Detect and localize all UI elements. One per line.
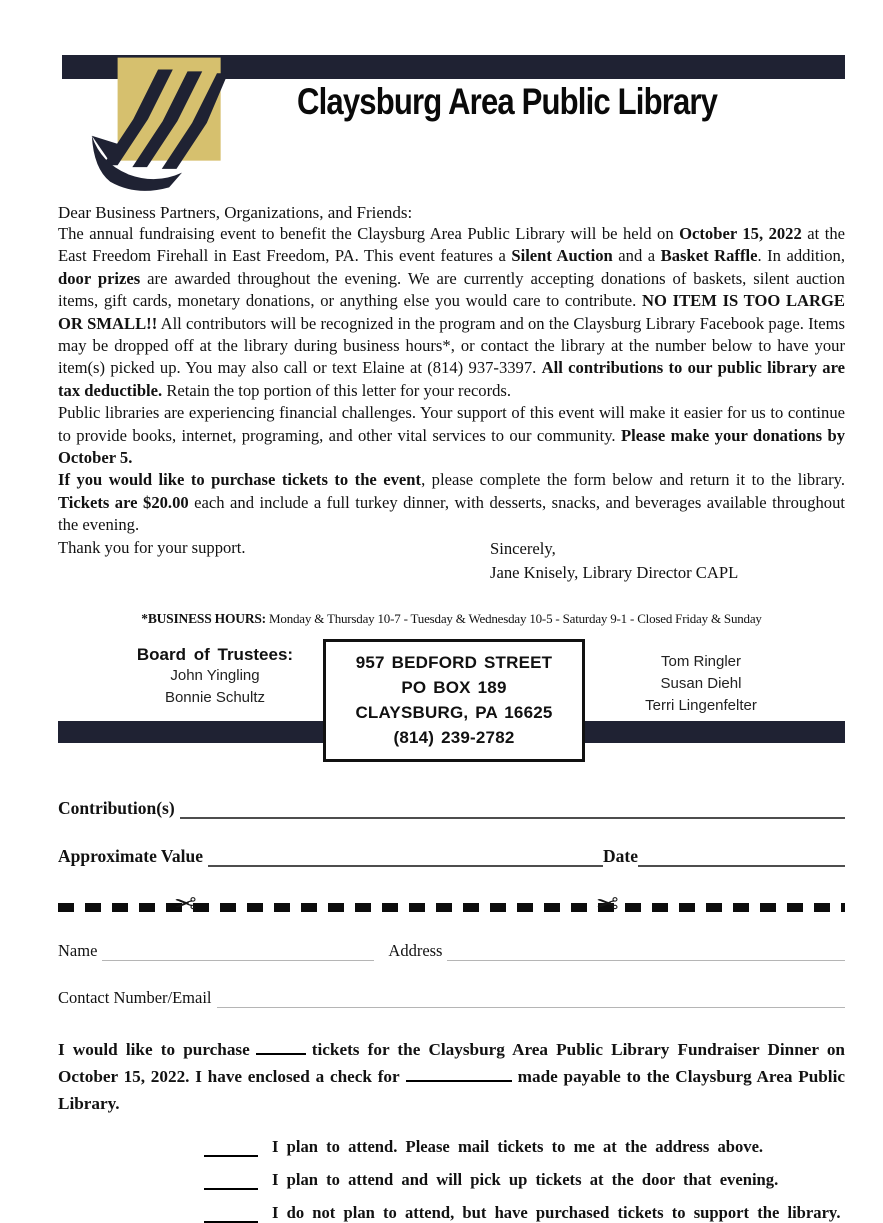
document-page [0, 53, 883, 1222]
business-hours-label: *BUSINESS HOURS: [141, 610, 266, 626]
attendance-options [58, 1137, 845, 1223]
ticket-quantity-field [256, 1039, 306, 1055]
name-address-row [58, 940, 845, 961]
purchase-statement: I would like to purchase tickets for the Claysburg Area Public Library Fundraiser Dinner on October 15, 2022. I have enclosed a check for made payable to the Claysburg Area Public Library. [58, 1039, 845, 1113]
contribution-label: Contribution(s) [58, 797, 175, 818]
paragraph-event-details: The annual fundraising event to benefit the Claysburg Area Public Library will be held on October 15, 2022 at the East Freedom Firehall in East Freedom, PA. This event features a Silent Auction and a Basket Raffle. In addition, door prizes are awarded throughout the evening. We are currently accepting donations of baskets, silent auction items, gift cards, monetary donations, or anything else you would care to contribute. NO ITEM IS TOO LARGE OR SMALL!! All contributors will be recognized in the program and on the Claysburg Library Facebook page. Items may be dropped off at the library during business hours*, or contact the library at the number below to have your item(s) picked up. You may also call or text Elaine at (814) 937-3397. All contributions to our public library are tax deductible. Retain the top portion of this letter for your records. [58, 224, 846, 400]
name-field [102, 940, 374, 961]
contact-field [217, 987, 845, 1008]
business-hours-line [58, 611, 845, 627]
trustee-name: Tom Ringler [660, 652, 742, 670]
contact-label: Contact Number/Email [58, 987, 212, 1007]
address-pobox: PO BOX 189 [401, 677, 507, 697]
option-checkbox-field [204, 1137, 258, 1157]
address-street: 957 BEDFORD STREET [355, 652, 553, 672]
trustee-name: John Yingling [170, 666, 260, 684]
option-attend-pickup: I plan to attend and will pick up tickets at the door that evening. [204, 1170, 845, 1190]
trustees-heading: Board of Trustees: [136, 644, 294, 664]
check-amount-field [406, 1066, 512, 1082]
thank-you-text: Thank you for your support. [58, 537, 246, 557]
business-hours-text: Monday & Thursday 10-7 - Tuesday & Wednesday 10-5 - Saturday 9-1 - Closed Friday & Sunday [269, 610, 762, 626]
date-label: Date [603, 845, 638, 866]
trustee-name: Susan Diehl [660, 674, 742, 692]
signature-block [490, 537, 738, 585]
option-attend-mail: I plan to attend. Please mail tickets to me at the address above. [204, 1137, 845, 1157]
value-date-row [58, 845, 845, 867]
option-not-attend: I do not plan to attend, but have purchased tickets to support the library. [204, 1203, 845, 1223]
paragraph-tickets: If you would like to purchase tickets to the event, please complete the form below and return it to the library. Tickets are $20.00 each and include a full turkey dinner, with desserts, snacks, and beverages available throughout the evening. [58, 470, 846, 535]
cut-here-dashed-line [58, 888, 845, 919]
approximate-value-label: Approximate Value [58, 845, 204, 866]
option-checkbox-field [204, 1170, 258, 1190]
address-label: Address [388, 940, 443, 960]
name-label: Name [58, 940, 98, 960]
address-phone: (814) 239-2782 [393, 727, 515, 747]
option-checkbox-field [204, 1203, 258, 1223]
contact-row [58, 987, 845, 1008]
date-field [638, 845, 845, 867]
trustee-name: Bonnie Schultz [164, 688, 266, 706]
trustees-left-column [100, 645, 330, 709]
trustee-name: Terri Lingenfelter [645, 696, 757, 714]
letterhead [58, 53, 845, 185]
page-title: Claysburg Area Public Library [297, 81, 718, 122]
signature-sincerely: Sincerely, [490, 538, 556, 558]
signature-name: Jane Knisely, Library Director CAPL [490, 562, 739, 582]
address-city: CLAYSBURG, PA 16625 [355, 702, 553, 722]
scissors-icon: ✂ [174, 888, 197, 919]
salutation: Dear Business Partners, Organizations, and Friends: [58, 203, 413, 222]
address-field [447, 940, 845, 961]
contribution-field [180, 797, 845, 819]
contribution-row [58, 797, 845, 819]
library-address-box [323, 639, 585, 762]
approximate-value-field [208, 845, 603, 867]
closing-row [58, 537, 845, 585]
trustees-right-column [586, 651, 816, 717]
scissors-icon: ✂ [596, 888, 619, 919]
trustees-section [58, 635, 845, 767]
paragraph-support: Public libraries are experiencing financial challenges. Your support of this event will make it easier for us to continue to provide books, internet, programing, and other vital services to our community. Please make your donations by October 5. [58, 403, 845, 468]
